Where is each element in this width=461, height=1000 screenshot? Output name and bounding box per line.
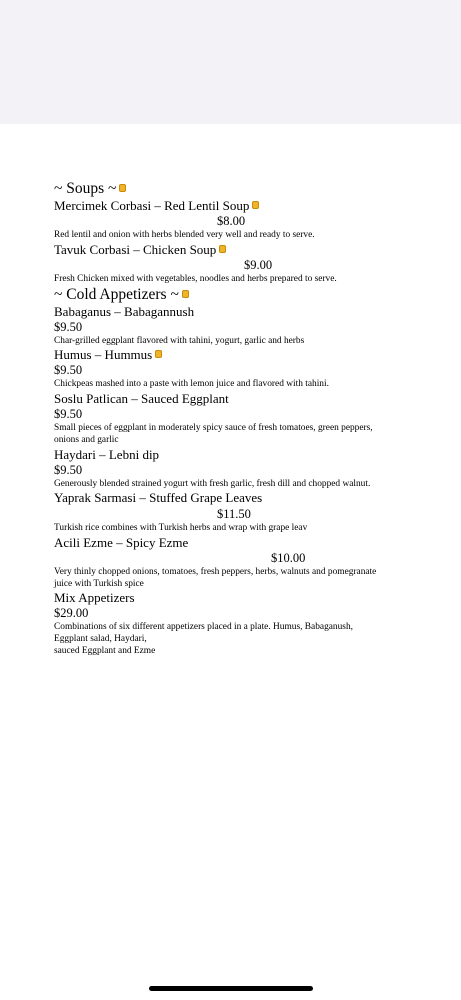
appetizer-item-name: Babaganus – Babagannush xyxy=(54,304,195,319)
soup-item-description: Red lentil and onion with herbs blended very well and ready to serve. xyxy=(54,230,315,240)
appetizer-item-description: Char-grilled eggplant flavored with tahini, yogurt, garlic and herbs xyxy=(54,336,305,346)
appetizer-item-description: Combinations of six different appetizers placed in a plate. Humus, Babaganush, xyxy=(54,622,353,632)
appetizer-item-description: Chickpeas mashed into a paste with lemon juice and flavored with tahini. xyxy=(54,379,329,389)
jar-emoji-icon xyxy=(119,184,126,192)
jar-emoji-icon xyxy=(219,245,226,253)
appetizer-item-price: $29.00 xyxy=(54,606,89,620)
appetizer-item-name: Humus – Hummus xyxy=(54,348,162,361)
soups-heading: ~ Soups ~ xyxy=(54,181,126,197)
appetizer-item-price: $9.50 xyxy=(54,320,83,334)
appetizer-item-name: Yaprak Sarmasi – Stuffed Grape Leaves xyxy=(54,490,263,505)
jar-emoji-icon xyxy=(252,201,259,209)
appetizer-item-description: Turkish rice combines with Turkish herbs and wrap with grape leav xyxy=(54,523,308,533)
soup-item-name: Tavuk Corbasi – Chicken Soup xyxy=(54,243,226,256)
appetizer-item-price: $9.50 xyxy=(54,407,83,421)
jar-emoji-icon xyxy=(155,350,162,358)
appetizer-item-description: onions and garlic xyxy=(54,435,119,445)
cold-appetizers-heading: ~ Cold Appetizers ~ xyxy=(54,287,189,303)
appetizer-item-description: juice with Turkish spice xyxy=(54,579,144,589)
appetizer-item-name: Mix Appetizers xyxy=(54,590,135,605)
soup-item-description: Fresh Chicken mixed with vegetables, noodles and herbs prepared to serve. xyxy=(54,274,337,284)
appetizer-item-description: Very thinly chopped onions, tomatoes, fresh peppers, herbs, walnuts and pomegranate xyxy=(54,567,377,577)
appetizer-item-name: Soslu Patlican – Sauced Eggplant xyxy=(54,391,229,406)
appetizer-item-description: Eggplant salad, Haydari, xyxy=(54,634,147,644)
appetizer-item-price: $10.00 xyxy=(271,551,306,565)
soup-item-name: Mercimek Corbasi – Red Lentil Soup xyxy=(54,199,259,212)
appetizer-item-price: $9.50 xyxy=(54,363,83,377)
appetizer-item-price: $11.50 xyxy=(217,507,251,521)
appetizer-item-price: $9.50 xyxy=(54,463,83,477)
appetizer-item-name: Haydari – Lebni dip xyxy=(54,447,160,462)
soup-item-price: $9.00 xyxy=(244,258,273,272)
appetizer-item-description: Generously blended strained yogurt with fresh garlic, fresh dill and chopped walnut. xyxy=(54,479,371,489)
soup-item-price: $8.00 xyxy=(217,214,246,228)
appetizer-item-name: Acili Ezme – Spicy Ezme xyxy=(54,535,189,550)
jar-emoji-icon xyxy=(182,290,189,298)
home-indicator[interactable] xyxy=(149,986,313,991)
appetizer-item-description: sauced Eggplant and Ezme xyxy=(54,646,156,656)
appetizer-item-description: Small pieces of eggplant in moderately spicy sauce of fresh tomatoes, green peppers, xyxy=(54,423,373,433)
